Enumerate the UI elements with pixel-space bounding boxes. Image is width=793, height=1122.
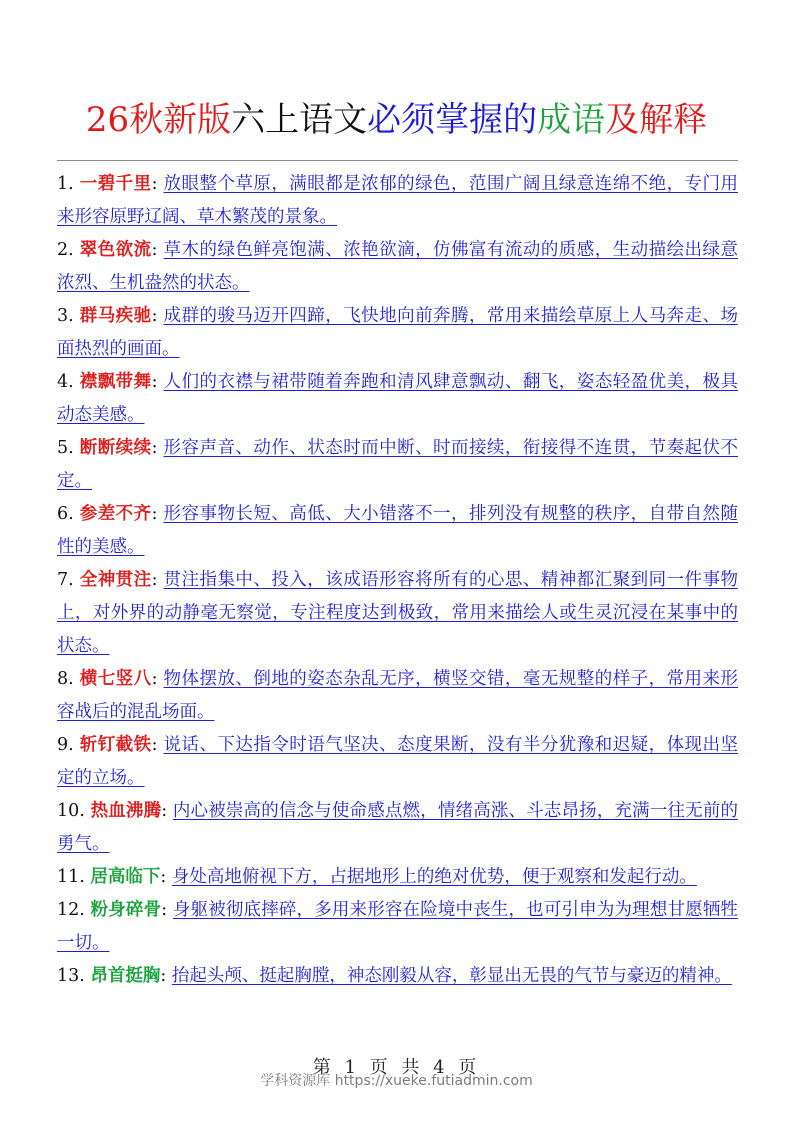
idiom-definition: 身躯被彻底摔碎，多用来形容在险境中丧生，也可引申为为理想甘愿牺牲一切。 — [57, 900, 738, 953]
idiom-definition: 人们的衣襟与裙带随着奔跑和清风肆意飘动、翻飞，姿态轻盈优美，极具动态美感。 — [57, 372, 738, 425]
title-segment: 六上语文 — [231, 100, 368, 140]
idiom-definition: 形容声音、动作、状态时而中断、时而接续，衔接得不连贯，节奏起伏不定。 — [57, 438, 738, 491]
entry-number: 2. — [57, 240, 74, 260]
term-colon: : — [160, 867, 167, 887]
idiom-definition: 内心被崇高的信念与使命感点燃，情绪高涨、斗志昂扬，充满一往无前的勇气。 — [57, 801, 738, 854]
idiom-entry — [57, 498, 738, 564]
entry-number: 12. — [57, 900, 85, 920]
idiom-term: 横七竖八 — [79, 669, 152, 689]
idiom-term: 斩钉截铁 — [79, 735, 152, 755]
idiom-definition: 物体摆放、倒地的姿态杂乱无序，横竖交错，毫无规整的样子，常用来形容战后的混乱场面。 — [57, 669, 738, 722]
idiom-entry — [57, 960, 738, 993]
term-colon: : — [151, 240, 158, 260]
entry-number: 8. — [57, 669, 74, 689]
idiom-entry — [57, 894, 738, 960]
entry-number: 10. — [57, 801, 85, 821]
idiom-term: 昂首挺胸 — [90, 966, 161, 986]
idiom-term: 群马疾驰 — [79, 306, 152, 326]
idiom-definition: 形容事物长短、高低、大小错落不一，排列没有规整的秩序，自带自然随性的美感。 — [57, 504, 738, 557]
watermark: 学科资源库 https://xueke.futiadmin.com — [260, 1073, 533, 1089]
title-segment: 及解释 — [605, 100, 708, 140]
idiom-entry — [57, 795, 738, 861]
idiom-entry — [57, 300, 738, 366]
entry-number: 6. — [57, 504, 74, 524]
term-colon: : — [160, 966, 167, 986]
entry-number: 3. — [57, 306, 74, 326]
idiom-definition: 说话、下达指令时语气坚决、态度果断，没有半分犹豫和迟疑，体现出坚定的立场。 — [57, 735, 738, 788]
idiom-term: 翠色欲流 — [79, 240, 152, 260]
idiom-entry — [57, 729, 738, 795]
idiom-entry — [57, 234, 738, 300]
title-segment: 必须掌握的 — [367, 100, 538, 140]
entry-number: 4. — [57, 372, 74, 392]
entry-number: 9. — [57, 735, 74, 755]
term-colon: : — [151, 306, 158, 326]
idiom-definition: 成群的骏马迈开四蹄，飞快地向前奔腾，常用来描绘草原上人马奔走、场面热烈的画面。 — [57, 306, 738, 359]
idiom-list — [57, 168, 738, 993]
idiom-definition: 抬起头颅、挺起胸膛，神态刚毅从容，彰显出无畏的气节与豪迈的精神。 — [171, 966, 732, 986]
entry-number: 1. — [57, 174, 74, 194]
title-segment: 成语 — [537, 100, 606, 140]
idiom-entry — [57, 564, 738, 663]
idiom-definition: 身处高地俯视下方，占据地形上的绝对优势，便于观察和发起行动。 — [171, 867, 697, 887]
idiom-term: 全神贯注 — [79, 570, 152, 590]
title-divider — [57, 160, 738, 161]
title-segment: 26秋新版 — [85, 100, 232, 140]
idiom-entry — [57, 168, 738, 234]
idiom-entry — [57, 861, 738, 894]
idiom-definition: 贯注指集中、投入，该成语形容将所有的心思、精神都汇聚到同一件事物上，对外界的动静毫无察觉，专注程度达到极致，常用来描绘人或生灵沉浸在某事中的状态。 — [57, 570, 738, 656]
idiom-entry — [57, 432, 738, 498]
term-colon: : — [161, 801, 168, 821]
entry-number: 5. — [57, 438, 74, 458]
idiom-entry — [57, 663, 738, 729]
idiom-definition: 放眼整个草原，满眼都是浓郁的绿色，范围广阔且绿意连绵不绝，专门用来形容原野辽阔、草木繁茂的景象。 — [57, 174, 738, 227]
idiom-term: 襟飘带舞 — [79, 372, 152, 392]
idiom-term: 一碧千里 — [79, 174, 152, 194]
term-colon: : — [151, 372, 158, 392]
entry-number: 13. — [57, 966, 85, 986]
term-colon: : — [151, 570, 158, 590]
idiom-term: 热血沸腾 — [90, 801, 162, 821]
term-colon: : — [151, 735, 158, 755]
page-title — [0, 96, 793, 144]
idiom-definition: 草木的绿色鲜亮饱满、浓艳欲滴，仿佛富有流动的质感，生动描绘出绿意浓烈、生机盎然的状态。 — [57, 240, 738, 293]
idiom-term: 参差不齐 — [79, 504, 152, 524]
term-colon: : — [151, 438, 158, 458]
term-colon: : — [151, 669, 158, 689]
term-colon: : — [151, 504, 158, 524]
idiom-term: 粉身碎骨 — [90, 900, 162, 920]
idiom-entry — [57, 366, 738, 432]
page-number: 第 1 页 共 4 页 — [312, 1057, 481, 1078]
idiom-term: 断断续续 — [79, 438, 152, 458]
entry-number: 7. — [57, 570, 74, 590]
term-colon: : — [151, 174, 158, 194]
entry-number: 11. — [57, 867, 85, 887]
term-colon: : — [161, 900, 168, 920]
idiom-term: 居高临下 — [90, 867, 161, 887]
